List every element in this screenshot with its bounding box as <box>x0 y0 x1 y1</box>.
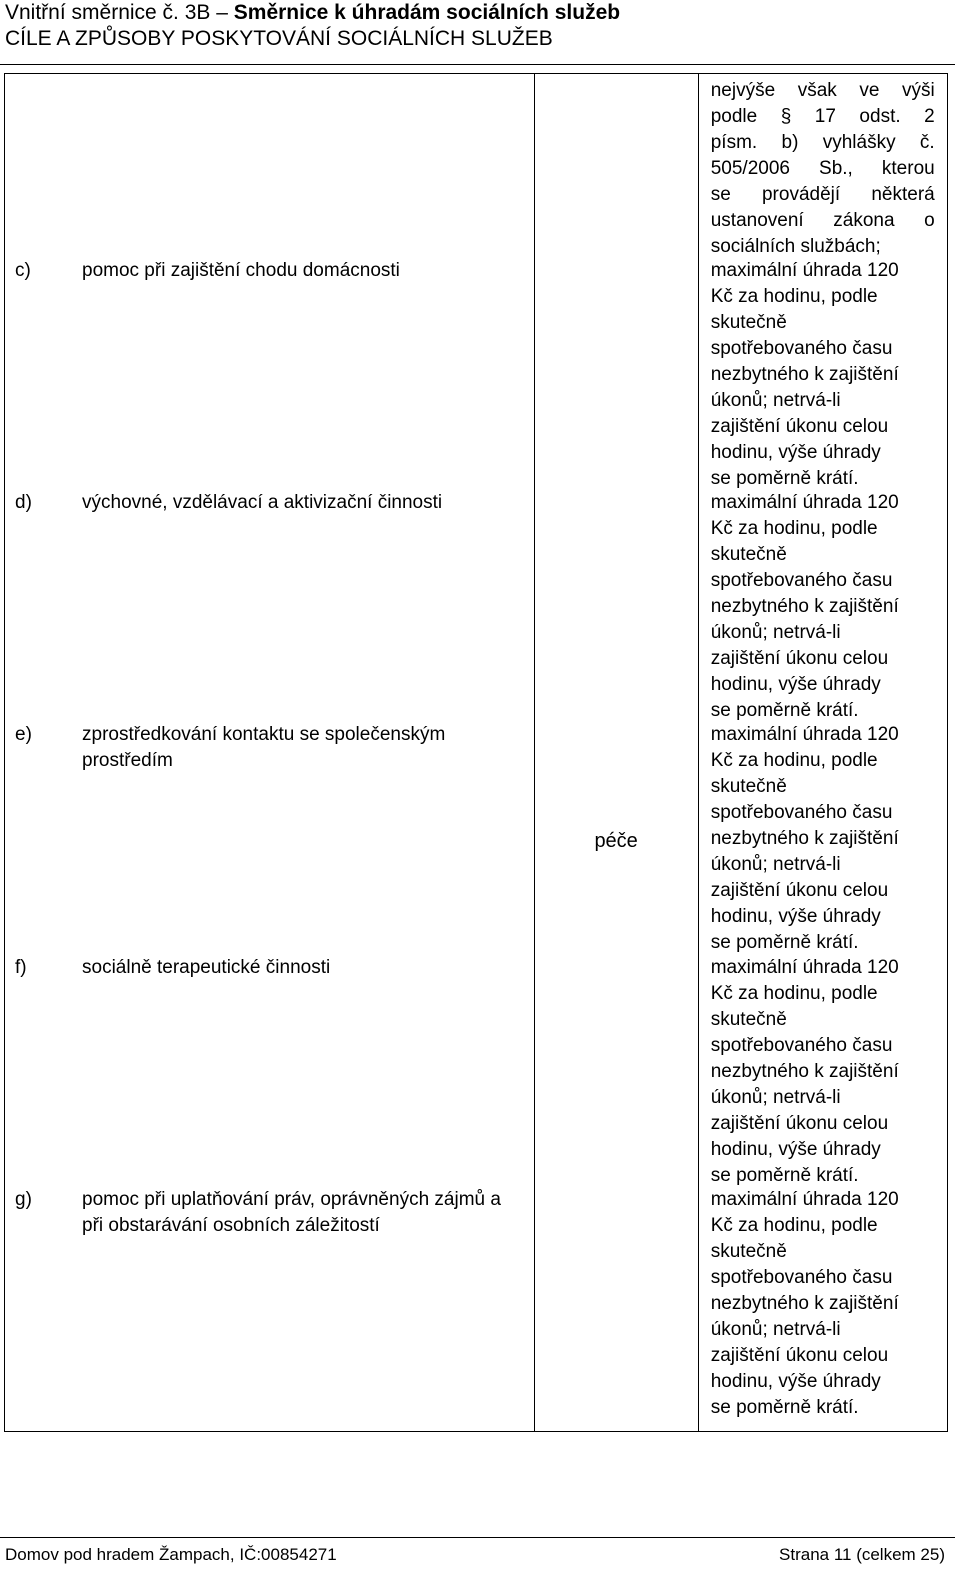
fee-line: Kč za hodinu, podle <box>710 983 878 1004</box>
fee-line: hodinu, výše úhrady <box>710 1371 881 1392</box>
activity-letter: f) <box>15 957 27 978</box>
fee-line: se poměrně krátí. <box>710 932 859 953</box>
footer-organization: Domov pod hradem Žampach, IČ:00854271 <box>5 1545 337 1564</box>
fee-line: zajištění úkonu celou <box>710 1113 889 1134</box>
activity-label: výchovné, vzdělávací a aktivizační činnosti <box>82 492 443 513</box>
fee-column <box>698 74 947 1432</box>
fee-line: spotřebovaného času <box>710 1035 893 1056</box>
fee-line: hodinu, výše úhrady <box>710 674 881 695</box>
fee-line: skutečně <box>710 312 787 333</box>
fee-line: se poměrně krátí. <box>710 700 859 721</box>
fee-line: nezbytného k zajištění <box>710 1061 899 1082</box>
fee-line: nezbytného k zajištění <box>710 1293 899 1314</box>
fee-continuation <box>711 78 935 260</box>
activity-letter: e) <box>15 724 32 745</box>
fee-continuation-line: sociálních službách; <box>710 236 881 257</box>
activity-letter: d) <box>15 492 32 513</box>
fee-line: hodinu, výše úhrady <box>710 442 881 463</box>
fee-line: zajištění úkonu celou <box>710 648 889 669</box>
activity-letter: g) <box>15 1189 32 1210</box>
fee-line: spotřebovaného času <box>710 338 893 359</box>
header-title <box>5 0 620 26</box>
fee-line: úkonů; netrvá-li <box>710 622 841 643</box>
fee-line: maximální úhrada 120 <box>710 1189 899 1210</box>
fee-line: maximální úhrada 120 <box>710 492 899 513</box>
fee-line: nezbytného k zajištění <box>710 596 899 617</box>
service-type-column <box>534 74 698 1432</box>
footer-page-number: Strana 11 (celkem 25) <box>779 1545 945 1564</box>
header-divider <box>0 64 955 65</box>
service-type-label: péče <box>594 830 638 852</box>
fee-continuation-line: ustanovení zákona o <box>710 210 935 231</box>
fee-line: skutečně <box>710 1009 787 1030</box>
fees-table <box>4 73 948 1432</box>
fee-description <box>711 490 935 724</box>
fee-line: Kč za hodinu, podle <box>710 286 878 307</box>
fee-line: spotřebovaného času <box>710 802 893 823</box>
activity-label: zprostředkování kontaktu se společenským prostředím <box>82 724 446 771</box>
fee-description <box>711 258 935 492</box>
fee-description <box>711 722 935 956</box>
activity-letter: c) <box>15 260 31 281</box>
fee-line: skutečně <box>710 776 787 797</box>
fee-line: zajištění úkonu celou <box>710 880 889 901</box>
fee-line: se poměrně krátí. <box>710 1397 859 1418</box>
fee-line: Kč za hodinu, podle <box>710 1215 878 1236</box>
fee-line: nezbytného k zajištění <box>710 364 899 385</box>
fee-description <box>711 955 935 1189</box>
fee-line: hodinu, výše úhrady <box>710 906 881 927</box>
fee-description <box>711 1187 935 1421</box>
activity-label: pomoc při zajištění chodu domácnosti <box>82 260 400 281</box>
activities-column <box>5 74 535 1432</box>
fee-line: nezbytného k zajištění <box>710 828 899 849</box>
fee-line: skutečně <box>710 544 787 565</box>
fee-line: se poměrně krátí. <box>710 468 859 489</box>
fee-line: úkonů; netrvá-li <box>710 390 841 411</box>
fee-line: spotřebovaného času <box>710 570 893 591</box>
fee-line: úkonů; netrvá-li <box>710 854 841 875</box>
fee-continuation-line: písm. b) vyhlášky č. <box>710 132 935 153</box>
fee-line: Kč za hodinu, podle <box>710 518 878 539</box>
fee-line: Kč za hodinu, podle <box>710 750 878 771</box>
footer-divider <box>0 1537 955 1538</box>
fee-line: maximální úhrada 120 <box>710 957 899 978</box>
header-subtitle: CÍLE A ZPŮSOBY POSKYTOVÁNÍ SOCIÁLNÍCH SLUŽEB <box>5 27 553 50</box>
fee-line: zajištění úkonu celou <box>710 1345 889 1366</box>
fee-line: hodinu, výše úhrady <box>710 1139 881 1160</box>
activity-label: sociálně terapeutické činnosti <box>82 957 331 978</box>
header-title-prefix: Vnitřní směrnice č. 3B – <box>5 1 234 24</box>
fee-line: spotřebovaného času <box>710 1267 893 1288</box>
header-title-bold: Směrnice k úhradám sociálních služeb <box>233 1 621 24</box>
fee-line: skutečně <box>710 1241 787 1262</box>
fee-line: zajištění úkonu celou <box>710 416 889 437</box>
fee-line: maximální úhrada 120 <box>710 260 899 281</box>
fee-continuation-line: 505/2006 Sb., kterou <box>710 158 935 179</box>
fee-continuation-line: se provádějí některá <box>710 184 935 205</box>
fee-line: se poměrně krátí. <box>710 1165 859 1186</box>
fee-continuation-line: nejvýše však ve výši <box>710 80 935 101</box>
fee-continuation-line: podle § 17 odst. 2 <box>710 106 935 127</box>
fee-line: úkonů; netrvá-li <box>710 1319 841 1340</box>
page-header <box>5 0 620 52</box>
fee-line: úkonů; netrvá-li <box>710 1087 841 1108</box>
fee-line: maximální úhrada 120 <box>710 724 899 745</box>
activity-label: pomoc při uplatňování práv, oprávněných zájmů a při obstarávání osobních záležitostí <box>82 1189 501 1236</box>
